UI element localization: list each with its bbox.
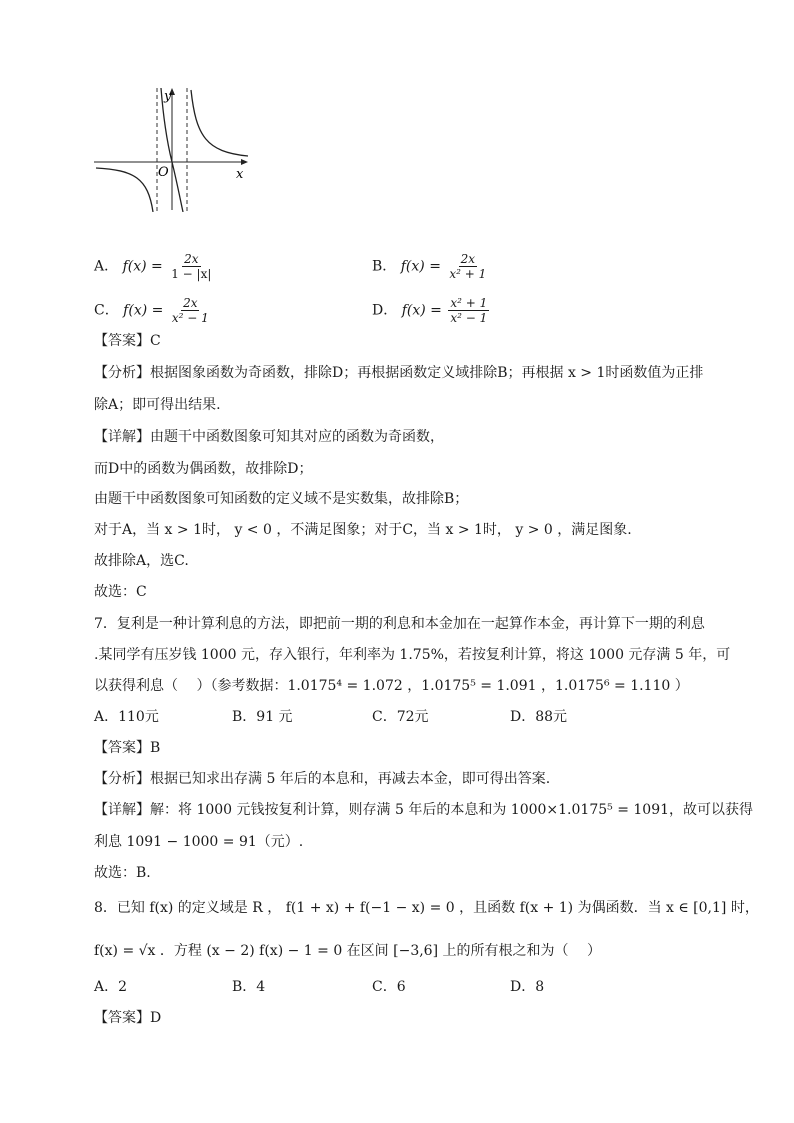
q6-detail-line-5: 故排除A，选C. (94, 553, 189, 569)
q8-stem-line-1: 8．已知 f(x) 的定义域是 R ， f(1 + x) + f(−1 − x) = 0 ，且函数 f(x + 1) 为偶函数．当 x ∈ [0,1] 时， (94, 900, 759, 916)
q8-option-d: D．8 (510, 979, 545, 995)
q7-choose: 故选：B. (94, 865, 151, 881)
q7-option-b: B．91 元 (232, 709, 293, 725)
q7-answer: 【答案】B (94, 740, 161, 756)
y-axis-label: y (164, 89, 172, 104)
q8-answer: 【答案】D (94, 1010, 162, 1026)
q6-option-a: A． f(x) = $\frac{2x}{1 - |x|}$ (94, 252, 212, 281)
x-axis-label: x (236, 167, 244, 182)
x-axis-arrow (241, 159, 248, 165)
curve-branch-right (191, 90, 248, 156)
q7-option-d: D．88元 (510, 709, 568, 725)
q8-option-b: B．4 (232, 979, 266, 995)
q6-detail-line-4: 对于A，当 x > 1时， y < 0 ，不满足图象；对于C，当 x > 1时， y > 0 ，满足图象. (94, 522, 632, 538)
q7-detail-line-2: 利息 1091 − 1000 = 91（元）. (94, 834, 304, 850)
q7-option-c: C．72元 (372, 709, 429, 725)
q7-stem-line-2: .某同学有压岁钱 1000 元，存入银行，年利率为 1.75%，若按复利计算，将这 1000 元存满 5 年，可 (94, 647, 731, 663)
q8-option-c: C．6 (372, 979, 406, 995)
q6-detail-line-3: 由题干中函数图象可知函数的定义域不是实数集，故排除B； (94, 491, 469, 507)
q6-option-b: B． f(x) = $\frac{2x}{\text{x² + 1}}$ (372, 252, 487, 281)
q6-detail-line-2: 而D中的函数为偶函数，故排除D； (94, 461, 313, 477)
q7-option-a: A．110元 (94, 709, 159, 725)
fraction: $\frac{\text{x² + 1}}{\text{x² − 1}}$ (450, 296, 488, 325)
q6-option-d: D． f(x) = $\frac{\text{x² + 1}}{\text{x² − 1}}$ (372, 296, 488, 325)
q7-stem-line-1: 7．复利是一种计算利息的方法，即把前一期的利息和本金加在一起算作本金，再计算下一期的利息 (94, 616, 705, 632)
function-graph (94, 86, 254, 212)
curve-branch-left (96, 168, 153, 212)
q8-stem-line-2: f(x) = √x ．方程 (x − 2) f(x) − 1 = 0 在区间 [−3,6] 上的所有根之和为（ ） (94, 943, 601, 959)
q6-choose: 故选：C (94, 584, 147, 600)
q7-analysis: 【分析】根据已知求出存满 5 年后的本息和，再减去本金，即可得出答案. (94, 771, 551, 787)
q8-option-a: A．2 (94, 979, 128, 995)
fraction: $\frac{2x}{1 - |x|}$ (171, 252, 212, 281)
q6-detail-line-1: 【详解】由题干中函数图象可知其对应的函数为奇函数， (94, 429, 444, 445)
origin-label: O (158, 165, 169, 180)
fraction: $\frac{2x}{\text{x² + 1}}$ (449, 252, 487, 281)
q7-stem-line-3: 以获得利息（ ）（参考数据：1.0175⁴ = 1.072 ，1.0175⁵ = 1.091 ，1.0175⁶ = 1.110 ） (94, 678, 689, 694)
q6-analysis-line-2: 除A；即可得出结果. (94, 397, 221, 413)
q7-detail-line-1: 【详解】解：将 1000 元钱按复利计算，则存满 5 年后的本息和为 1000×1.0175⁵ = 1091，故可以获得 (94, 802, 754, 818)
q6-option-c: C． f(x) = $\frac{2x}{\text{x² − 1}}$ (94, 296, 209, 325)
fraction: $\frac{2x}{\text{x² − 1}}$ (171, 296, 209, 325)
q6-analysis-line-1: 【分析】根据图象函数为奇函数，排除D；再根据函数定义域排除B；再根据 x > 1时函数值为正排 (94, 365, 704, 381)
q6-answer: 【答案】C (94, 333, 161, 349)
